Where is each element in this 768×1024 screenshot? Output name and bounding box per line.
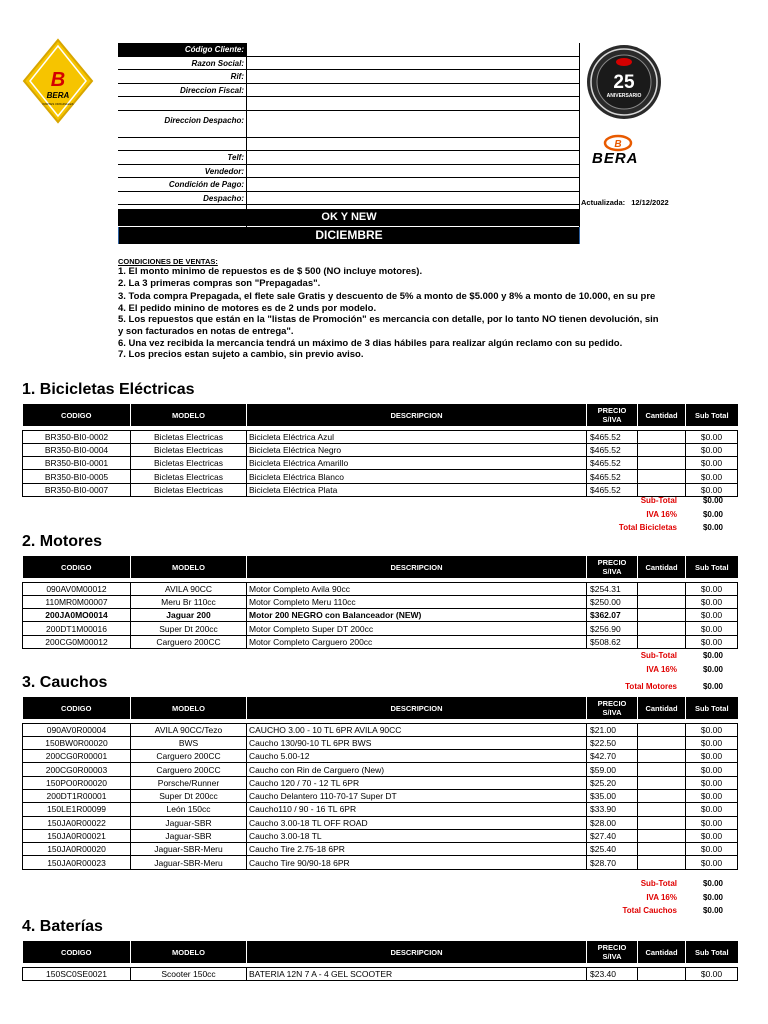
total-value: $0.00 [702,496,723,505]
updated-date: 12/12/2022 [631,198,669,207]
modelo-cell: Carguero 200CC [131,635,247,648]
subtotal-cell: $0.00 [686,430,738,443]
modelo-cell: Scooter 150cc [131,967,247,980]
descripcion-cell: Caucho110 / 90 - 16 TL 6PR [247,803,587,816]
total-label: Total Motores [625,682,677,691]
total-row [560,508,740,522]
section-title-motores: 2. Motores [22,533,103,550]
descripcion-cell: Caucho 130/90-10 TL 6PR BWS [247,736,587,749]
precio-cell: $33.90 [587,803,638,816]
total-label: IVA 16% [646,664,677,674]
telf-field[interactable] [246,151,580,164]
subtotal-cell: $0.00 [686,750,738,763]
col-header: PRECIO S/IVA [587,941,638,963]
cantidad-input[interactable] [638,609,686,622]
col-header: Sub Total [686,941,738,963]
table-header-row [23,404,738,426]
anniversary-number: 25 [613,72,635,93]
form-row-condicion-pago [118,178,580,192]
precio-cell: $22.50 [587,736,638,749]
logo-left-subtext: PARTES ORIGINALES [42,102,74,106]
descripcion-cell: Motor Completo Carguero 200cc [247,635,587,648]
codigo-cell: 150SC0SE0021 [23,967,131,980]
section-title-baterias: 4. Baterías [22,918,103,935]
codigo-cell: 150BW0R00020 [23,736,131,749]
direccion-fiscal-field-2[interactable] [246,97,580,110]
codigo-cell: BR350-BI0-0001 [23,457,131,470]
descripcion-cell: Caucho 3.00-18 TL [247,829,587,842]
table-header-row [23,941,738,963]
modelo-cell: BWS [131,736,247,749]
cantidad-input[interactable] [638,635,686,648]
table-row [23,736,738,749]
total-label: Sub-Total [640,496,677,505]
total-label: Sub-Total [640,651,677,660]
col-header: CODIGO [23,556,131,578]
col-header: MODELO [131,697,247,719]
cantidad-input[interactable] [638,457,686,470]
subtotal-cell: $0.00 [686,789,738,802]
modelo-cell: Jaguar-SBR-Meru [131,856,247,869]
descripcion-cell: Bicicleta Eléctrica Negro [247,443,587,456]
col-header: MODELO [131,556,247,578]
codigo-cell: 110MR0M00007 [23,595,131,608]
subtotal-cell: $0.00 [686,582,738,595]
codigo-cell: 150LE1R00099 [23,803,131,816]
table-row [23,595,738,608]
form-label: Razon Social: [191,58,244,68]
col-header: Cantidad [638,941,686,963]
subtotal-cell: $0.00 [686,609,738,622]
table-row [23,470,738,483]
form-label: Código Cliente: [184,45,244,54]
modelo-cell: Carguero 200CC [131,763,247,776]
total-row [560,521,740,535]
col-header: DESCRIPCION [247,556,587,578]
total-label: Total Cauchos [622,906,677,915]
section-title-cauchos: 3. Cauchos [22,674,108,691]
descripcion-cell: Caucho con Rin de Carguero (New) [247,763,587,776]
total-row [560,649,740,663]
table-row [23,430,738,443]
codigo-cliente-field[interactable] [246,43,580,56]
condition-line: 3. Toda compra Prepagada, el flete sale Gratis y descuento de 5% a monto de $5.000 y 8% a monto de 10.000, en su pre [118,291,656,303]
table-row [23,816,738,829]
totals-motores [560,649,740,694]
table-row [23,723,738,736]
razon-social-field[interactable] [246,57,580,70]
condicion-pago-field[interactable] [246,178,580,191]
client-form [118,43,580,229]
subtotal-cell: $0.00 [686,856,738,869]
total-value: $0.00 [702,523,723,532]
anniversary-badge-icon [586,44,662,120]
subtotal-cell: $0.00 [686,635,738,648]
despacho-field[interactable] [246,192,580,205]
subtotal-cell: $0.00 [686,470,738,483]
precio-cell: $465.52 [587,430,638,443]
direccion-despacho-field-2[interactable] [246,138,580,151]
codigo-cell: BR350-BI0-0005 [23,470,131,483]
codigo-cell: 200DT1R00001 [23,789,131,802]
precio-cell: $465.52 [587,457,638,470]
precio-cell: $42.70 [587,750,638,763]
precio-cell: $21.00 [587,723,638,736]
precio-cell: $27.40 [587,829,638,842]
form-row-rif [118,70,580,84]
col-header: Sub Total [686,697,738,719]
bera-diamond-logo [22,38,94,124]
condition-line: 7. Los precios estan sujeto a cambio, sin previo aviso. [118,349,364,361]
subtotal-cell: $0.00 [686,622,738,635]
modelo-cell: Meru Br 110cc [131,595,247,608]
total-value: $0.00 [702,906,723,915]
col-header: PRECIO S/IVA [587,404,638,426]
subtotal-cell: $0.00 [686,843,738,856]
form-label: Vendedor: [204,166,244,176]
total-value: $0.00 [702,651,723,660]
form-label: Telf: [227,153,244,162]
form-label [118,138,246,151]
col-header: MODELO [131,404,247,426]
cantidad-input[interactable] [638,829,686,842]
precio-cell: $256.90 [587,622,638,635]
col-header: CODIGO [23,404,131,426]
precio-cell: $35.00 [587,789,638,802]
form-row-telf [118,151,580,165]
total-label: Sub-Total [640,879,677,888]
modelo-cell: Jaguar-SBR [131,816,247,829]
precio-cell: $28.70 [587,856,638,869]
subtotal-cell: $0.00 [686,803,738,816]
bera-wordmark: BERA [592,150,639,167]
codigo-cell: 150JA0R00020 [23,843,131,856]
form-label: Direccion Fiscal: [179,85,244,95]
descripcion-cell: Bicicleta Eléctrica Blanco [247,470,587,483]
table-baterias [22,941,738,981]
table-row [23,763,738,776]
codigo-cell: 200CG0M00012 [23,635,131,648]
form-row-direccion-fiscal-2 [118,97,580,111]
table-row [23,843,738,856]
table-row [23,582,738,595]
subtotal-cell: $0.00 [686,723,738,736]
codigo-cell: BR350-BI0-0002 [23,430,131,443]
modelo-cell: Bicletas Electricas [131,483,247,496]
descripcion-cell: Bicicleta Eléctrica Azul [247,430,587,443]
subtotal-cell: $0.00 [686,763,738,776]
descripcion-cell: Motor 200 NEGRO con Balanceador (NEW) [247,609,587,622]
descripcion-cell: BATERIA 12N 7 A - 4 GEL SCOOTER [247,967,587,980]
form-row-direccion-despacho [118,111,580,138]
total-value: $0.00 [702,879,723,888]
col-header: Sub Total [686,404,738,426]
table-row [23,829,738,842]
descripcion-cell: Caucho 5.00-12 [247,750,587,763]
total-row [560,891,740,905]
condition-line: 6. Una vez recibida la mercancia tendrá un máximo de 3 dias hábiles para realizar algún reclamo con su pedido. [118,337,623,349]
table-header-row [23,697,738,719]
precio-cell: $28.00 [587,816,638,829]
codigo-cell: 150JA0R00021 [23,829,131,842]
col-header: PRECIO S/IVA [587,697,638,719]
table-row [23,789,738,802]
direccion-fiscal-field[interactable] [246,84,580,97]
modelo-cell: León 150cc [131,803,247,816]
subtotal-cell: $0.00 [686,443,738,456]
col-header: Cantidad [638,404,686,426]
total-row [560,904,740,918]
section-title-bicicletas: 1. Bicicletas Eléctricas [22,381,195,398]
cantidad-input[interactable] [638,622,686,635]
modelo-cell: Jaguar-SBR [131,829,247,842]
descripcion-cell: Motor Completo Meru 110cc [247,595,587,608]
modelo-cell: Bicletas Electricas [131,430,247,443]
codigo-cell: 090AV0R00004 [23,723,131,736]
modelo-cell: Jaguar-SBR-Meru [131,843,247,856]
table-row [23,776,738,789]
modelo-cell: AVILA 90CC/Tezo [131,723,247,736]
descripcion-cell: Caucho Tire 90/90-18 6PR [247,856,587,869]
descripcion-cell: Caucho 3.00-18 TL OFF ROAD [247,816,587,829]
table-row [23,457,738,470]
precio-cell: $465.52 [587,470,638,483]
form-row-despacho [118,192,580,206]
col-header: DESCRIPCION [247,941,587,963]
condition-line: 2. La 3 primeras compras son "Prepagadas". [118,277,321,289]
svg-text:B: B [614,139,622,150]
cantidad-input[interactable] [638,789,686,802]
table-header-row [23,556,738,578]
cantidad-input[interactable] [638,967,686,980]
col-header: CODIGO [23,941,131,963]
descripcion-cell: Caucho 120 / 70 - 12 TL 6PR [247,776,587,789]
condition-line: 1. El monto minimo de repuestos es de $ 500 (NO incluye motores). [118,266,423,277]
descripcion-cell: Motor Completo Super DT 200cc [247,622,587,635]
modelo-cell: Super Dt 200cc [131,622,247,635]
modelo-cell: Super Dt 200cc [131,789,247,802]
table-row [23,443,738,456]
subtotal-cell: $0.00 [686,967,738,980]
cantidad-input[interactable] [638,582,686,595]
cantidad-input[interactable] [638,595,686,608]
form-row-direccion-fiscal [118,84,580,98]
form-row-direccion-despacho-2 [118,138,580,152]
total-row [560,663,740,677]
totals-cauchos [560,877,740,918]
total-value: $0.00 [702,509,723,519]
updated-info [581,198,669,207]
total-row [560,877,740,891]
condition-line: 5. Los repuestos que están en la "listas de Promoción" es mercancia con detalle, por lo tanto NO tienen devolución, sin [118,314,659,326]
cantidad-input[interactable] [638,816,686,829]
col-header: DESCRIPCION [247,697,587,719]
table-row [23,635,738,648]
table-row [23,856,738,869]
cantidad-input[interactable] [638,723,686,736]
modelo-cell: Porsche/Runner [131,776,247,789]
descripcion-cell: Caucho Delantero 110-70-17 Super DT [247,789,587,802]
precio-cell: $25.40 [587,843,638,856]
total-value: $0.00 [702,682,723,691]
cantidad-input[interactable] [638,443,686,456]
total-label: IVA 16% [646,509,677,519]
cantidad-input[interactable] [638,763,686,776]
total-label: IVA 16% [646,892,677,902]
table-motores [22,556,738,649]
codigo-cell: 200DT1M00016 [23,622,131,635]
total-label: Total Bicicletas [618,523,677,532]
total-row [560,680,740,694]
cantidad-input[interactable] [638,470,686,483]
col-header: MODELO [131,941,247,963]
form-label: Rif: [230,72,244,81]
codigo-cell: BR350-BI0-0007 [23,483,131,496]
codigo-cell: 200CG0R00001 [23,750,131,763]
logo-left-text: BERA [46,91,70,100]
cantidad-input[interactable] [638,776,686,789]
modelo-cell: Carguero 200CC [131,750,247,763]
conditions-title: CONDICIONES DE VENTAS: [118,257,218,266]
col-header: CODIGO [23,697,131,719]
codigo-cell: BR350-BI0-0004 [23,443,131,456]
codigo-cell: 150JA0R00023 [23,856,131,869]
totals-bicicletas [560,494,740,535]
cantidad-input[interactable] [638,736,686,749]
banner-month: DICIEMBRE [118,227,580,244]
form-label: Direccion Despacho: [164,115,244,125]
form-row-vendedor [118,165,580,179]
vendedor-field[interactable] [246,165,580,178]
updated-label: Actualizada: [581,198,626,207]
subtotal-cell: $0.00 [686,736,738,749]
codigo-cell: 090AV0M00012 [23,582,131,595]
descripcion-cell: Motor Completo Avila 90cc [247,582,587,595]
subtotal-cell: $0.00 [686,776,738,789]
table-cauchos [22,697,738,870]
cantidad-input[interactable] [638,750,686,763]
direccion-despacho-field[interactable] [246,111,580,137]
precio-cell: $362.07 [587,609,638,622]
modelo-cell: Bicletas Electricas [131,470,247,483]
precio-cell: $508.62 [587,635,638,648]
bera-wordmark-logo [588,131,674,169]
col-header: DESCRIPCION [247,404,587,426]
table-row [23,622,738,635]
subtotal-cell: $0.00 [686,595,738,608]
col-header: Sub Total [686,556,738,578]
form-row-razon-social [118,57,580,71]
codigo-cell: 200JA0MO0014 [23,609,131,622]
descripcion-cell: Bicicleta Eléctrica Plata [247,483,587,496]
precio-cell: $465.52 [587,483,638,496]
anniversary-label: ANIVERSARIO [606,93,642,99]
subtotal-cell: $0.00 [686,829,738,842]
table-bicicletas [22,404,738,497]
modelo-cell: AVILA 90CC [131,582,247,595]
form-row-codigo-cliente [118,43,580,57]
precio-cell: $465.52 [587,443,638,456]
sales-conditions [118,257,768,361]
subtotal-cell: $0.00 [686,483,738,496]
total-row [560,494,740,508]
form-label: Condición de Pago: [168,180,244,189]
total-value: $0.00 [702,892,723,902]
rif-field[interactable] [246,70,580,83]
cantidad-input[interactable] [638,430,686,443]
col-header: Cantidad [638,556,686,578]
total-value: $0.00 [702,664,723,674]
col-header: Cantidad [638,697,686,719]
col-header: PRECIO S/IVA [587,556,638,578]
precio-cell: $250.00 [587,595,638,608]
table-row [23,750,738,763]
banner-ok-y-new: OK Y NEW [118,209,580,226]
subtotal-cell: $0.00 [686,816,738,829]
descripcion-cell: Caucho Tire 2.75-18 6PR [247,843,587,856]
cantidad-input[interactable] [638,856,686,869]
codigo-cell: 200CG0R00003 [23,763,131,776]
descripcion-cell: CAUCHO 3.00 - 10 TL 6PR AVILA 90CC [247,723,587,736]
modelo-cell: Bicletas Electricas [131,457,247,470]
codigo-cell: 150PO0R00020 [23,776,131,789]
form-label [118,97,246,110]
precio-cell: $25.20 [587,776,638,789]
svg-text:B: B [50,69,66,91]
descripcion-cell: Bicicleta Eléctrica Amarillo [247,457,587,470]
modelo-cell: Bicletas Electricas [131,443,247,456]
table-row [23,803,738,816]
condition-line: y son facturados en notas de entrega". [118,325,294,337]
subtotal-cell: $0.00 [686,457,738,470]
table-row [23,967,738,980]
precio-cell: $23.40 [587,967,638,980]
codigo-cell: 150JA0R00022 [23,816,131,829]
table-row [23,609,738,622]
cantidad-input[interactable] [638,843,686,856]
cantidad-input[interactable] [638,803,686,816]
modelo-cell: Jaguar 200 [131,609,247,622]
condition-line: 4. El pedido minino de motores es de 2 unds por modelo. [118,302,377,314]
precio-cell: $59.00 [587,763,638,776]
form-label: Despacho: [203,193,244,203]
precio-cell: $254.31 [587,582,638,595]
